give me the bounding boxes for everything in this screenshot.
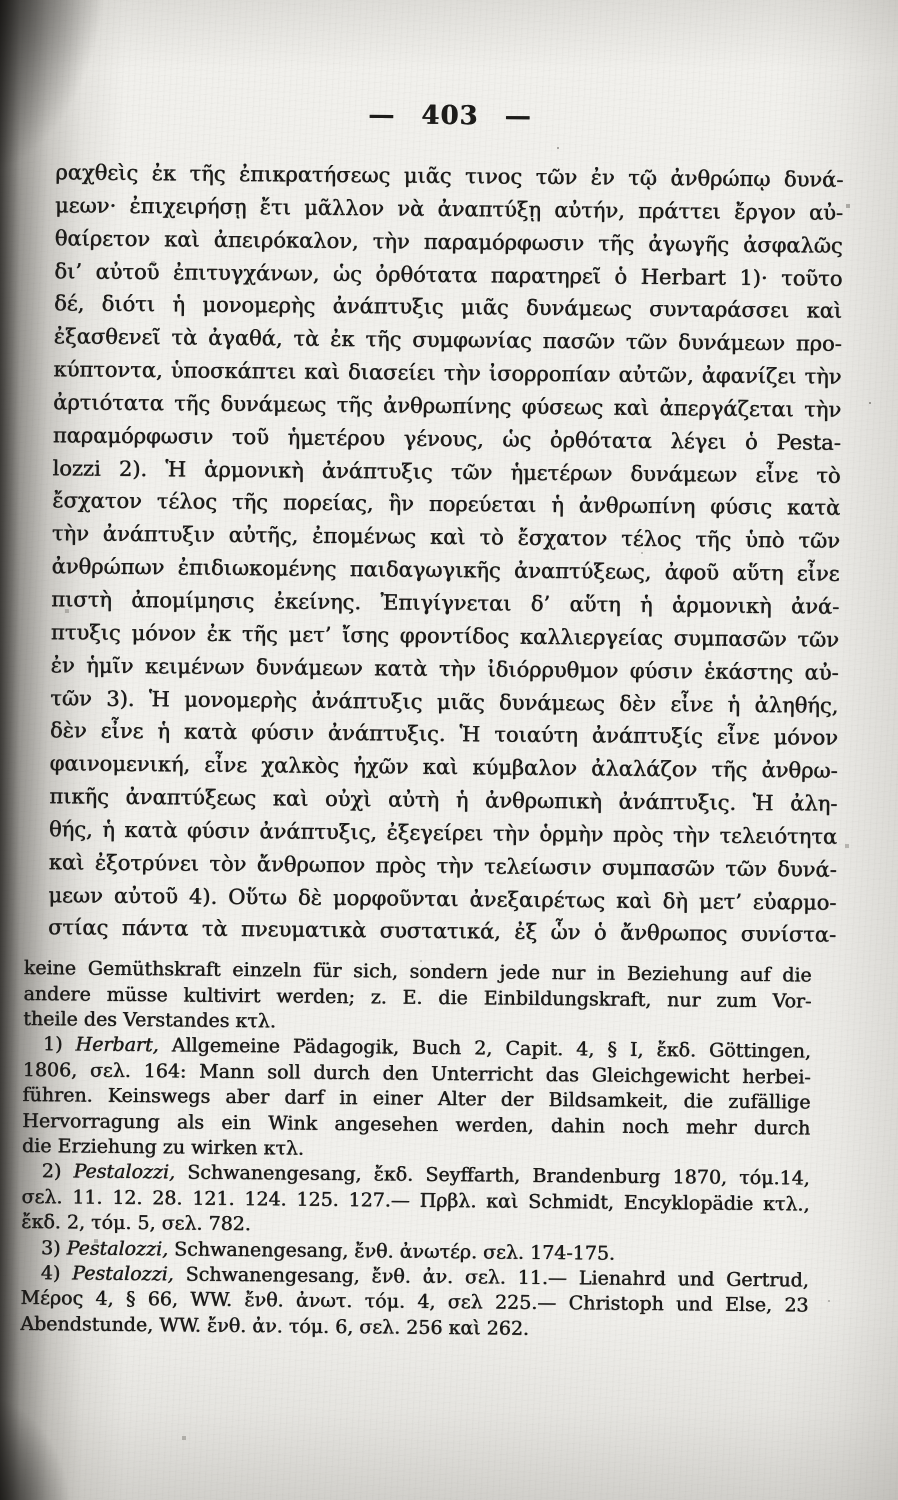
ink-specks xyxy=(0,0,2,2)
text-line: φαινομενική, εἶνε χαλκὸς ἠχῶν καὶ κύμβαλον ἀλαλάζον τῆς ἀνθρω- xyxy=(49,751,838,783)
text-segment: Schwanengesang, ἔνθ. ἀνωτέρ. σελ. 174-175. xyxy=(167,1237,616,1265)
text-line: τῶν 3). Ἡ μονομερὴς ἀνάπτυξις μιᾶς δυνάμεως δὲν εἶνε ἡ ἀληθής, xyxy=(50,685,839,718)
text-line: δὲν εἶνε ἡ κατὰ φύσιν ἀνάπτυξις. Ἡ τοιαύτη ἀνάπτυξίς εἶνε μόνον xyxy=(49,718,839,751)
text-segment: 1) xyxy=(42,1033,76,1056)
text-line: ἀρτιότατα τῆς δυνάμεως τῆς ἀνθρωπίνης φύσεως καὶ ἀπεργάζεται τὴν xyxy=(52,390,842,422)
body-text xyxy=(48,156,844,952)
text-line: ἔσχατον τέλος τῆς πορείας, ἣν πορεύεται ἡ ἀνθρωπίνη φύσις κατὰ xyxy=(52,488,841,521)
text-line: παραμόρφωσιν τοῦ ἡμετέρου γένους, ὡς ὀρθότατα λέγει ὁ Pesta- xyxy=(52,422,841,455)
text-line: ἐξασθενεῖ τὰ ἀγαθά, τὰ ἐκ τῆς συμφωνίας πασῶν τῶν δυνάμεων προ- xyxy=(53,324,842,356)
text-line: θής, ἡ κατὰ φύσιν ἀνάπτυξις, ἐξεγείρει τὴν ὁρμὴν πρὸς τὴν τελειότητα xyxy=(48,817,838,849)
text-line: καὶ ἐξοτρύνει τὸν ἄνθρωπον πρὸς τὴν τελείωσιν συμπασῶν τῶν δυνά- xyxy=(48,849,837,882)
page-number: — 403 — xyxy=(368,100,532,132)
text-segment: 3) xyxy=(40,1236,67,1259)
text-segment: andere müsse kultivirt werden; z. E. die Einbildungskraft, nur zum Vor- xyxy=(23,982,812,1013)
text-line: πιστὴ ἀπομίμησις ἐκείνης. Ἐπιγίγνεται δ’ αὕτη ἡ ἁρμονικὴ ἀνά- xyxy=(51,587,840,619)
text-segment: 2) xyxy=(41,1160,74,1183)
footnotes-section xyxy=(20,956,812,1344)
text-segment: Μέρος 4, § 66, WW. ἔνθ. ἀνωτ. τόμ. 4, σελ 225.— Christoph und Else, 23 xyxy=(20,1287,809,1317)
text-line: πτυξις μόνον ἐκ τῆς μετ’ ἴσης φροντίδος καλλιεργείας συμπασῶν τῶν xyxy=(50,620,839,652)
text-line: ἐν ἡμῖν κειμένων δυνάμεων κατὰ τὴν ἰδιόρρυθμον φύσιν ἑκάστης αὐ- xyxy=(50,652,839,685)
page-content xyxy=(20,96,844,1345)
text-line: δέ, διότι ἡ μονομερὴς ἀνάπτυξις μιᾶς δυνάμεως συνταράσσει καὶ xyxy=(53,291,843,324)
text-line: τὴν ἀνάπτυξιν αὐτῆς, ἐπομένως καὶ τὸ ἔσχατον τέλος τῆς ὑπὸ τῶν xyxy=(51,521,840,554)
text-line: στίας πάντα τὰ πνευματικὰ συστατικά, ἐξ ὧν ὁ ἄνθρωπος συνίστα- xyxy=(47,915,837,948)
text-segment: 4) xyxy=(40,1262,73,1285)
text-segment: Schwanengesang, ἔνθ. ἀν. σελ. 11.— Lienahrd und Gertrud, xyxy=(173,1263,809,1292)
text-line: ἀνθρώπων ἐπιδιωκομένης παιδαγωγικῆς ἀναπτύξεως, ἀφοῦ αὕτη εἶνε xyxy=(51,554,840,586)
text-line: ραχθεὶς ἐκ τῆς ἐπικρατήσεως μιᾶς τινος τῶν ἐν τῷ ἀνθρώπῳ δυνά- xyxy=(55,160,844,192)
text-segment: Hervorragung als ein Wink angesehen werden, dahin noch mehr durch xyxy=(22,1109,811,1140)
text-segment: Schwanengesang, ἔκδ. Seyffarth, Brandenburg 1870, τόμ.14, xyxy=(174,1161,810,1190)
text-line: θαίρετον καὶ ἀπειρόκαλον, τὴν παραμόρφωσιν τῆς ἀγωγῆς ἀσφαλῶς xyxy=(54,225,843,258)
text-segment: Allgemeine Pädagogik, Buch 2, Capit. 4, § I, ἔκδ. Göttingen, xyxy=(158,1034,811,1063)
text-segment: keine Gemüthskraft einzeln für sich, sondern jede nur in Beziehung auf die xyxy=(23,957,812,987)
italic-text-segment: Pestalozzi, xyxy=(71,1262,174,1286)
text-segment: führen. Keinswegs aber darf in einer Alter der Bildsamkeit, die zufällige xyxy=(22,1084,811,1114)
text-segment: ἔκδ. 2, τόμ. 5, σελ. 782. xyxy=(21,1211,251,1236)
text-line: κύπτοντα, ὑποσκάπτει καὶ διασείει τὴν ἰσορροπίαν αὐτῶν, ἀφανίζει τὴν xyxy=(53,357,842,389)
italic-text-segment: Herbart, xyxy=(75,1033,159,1057)
text-segment: theile des Verstandes κτλ. xyxy=(23,1007,276,1033)
text-line: lozzi 2). Ἡ ἁρμονικὴ ἀνάπτυξις τῶν ἡμετέρων δυνάμεων εἶνε τὸ xyxy=(52,455,841,488)
text-line: μεων· ἐπιχειρήσῃ ἔτι μᾶλλον νὰ ἀναπτύξῃ αὐτήν, πράττει ἔργον αὐ- xyxy=(54,193,844,225)
text-line: πικῆς ἀναπτύξεως καὶ οὐχὶ αὐτὴ ἡ ἀνθρωπικὴ ἀνάπτυξις. Ἡ ἀλη- xyxy=(49,784,838,816)
italic-text-segment: Pestalozzi, xyxy=(73,1160,176,1184)
text-segment: Abendstunde, WW. ἔνθ. ἀν. τόμ. 6, σελ. 256 καὶ 262. xyxy=(20,1312,530,1340)
italic-text-segment: Pestalozzi, xyxy=(66,1236,169,1260)
text-segment: σελ. 11. 12. 28. 121. 124. 125. 127.— Πρβλ. καὶ Schmidt, Encyklopädie κτλ., xyxy=(21,1185,810,1216)
text-segment: die Erziehung zu wirken κτλ. xyxy=(21,1134,304,1160)
text-line: δι’ αὐτοῦ ἐπιτυγχάνων, ὡς ὀρθότατα παρατηρεῖ ὁ Herbart 1)· τοῦτο xyxy=(54,258,843,291)
text-segment: 1806, σελ. 164: Mann soll durch den Unterricht das Gleichgewicht herbei- xyxy=(22,1058,811,1089)
text-line: μεων αὐτοῦ 4). Οὕτω δὲ μορφοῦνται ἀνεξαιρέτως καὶ δὴ μετ’ εὐαρμο- xyxy=(48,882,837,915)
